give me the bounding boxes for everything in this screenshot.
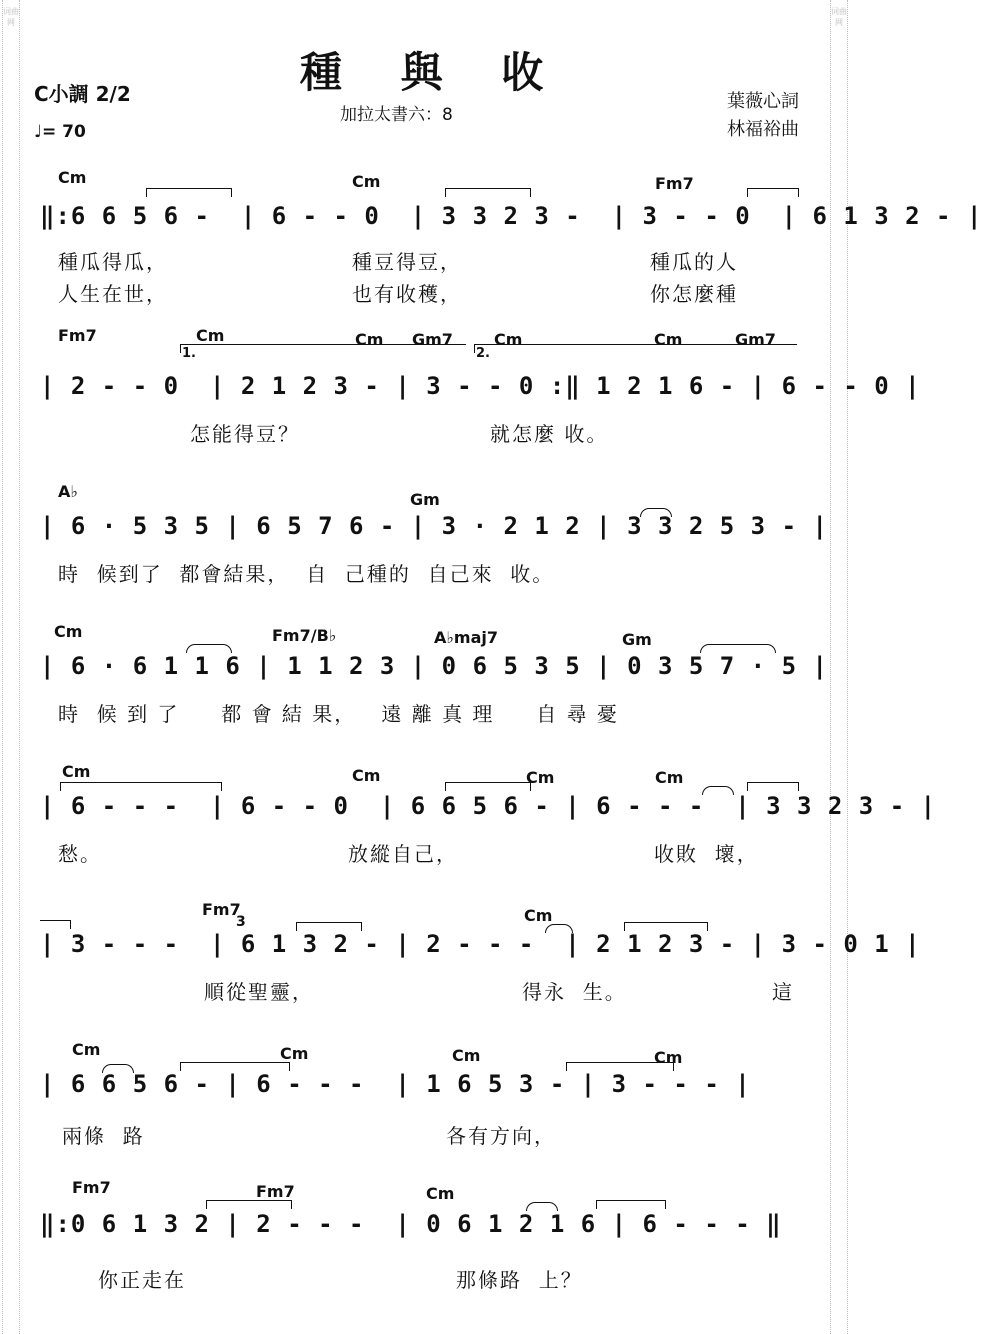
note-line: | 2 - - 0 | 2 1 2 3 - | 3 - - 0 :‖ 1 2 1 6 - | 6 - - 0 | <box>40 372 921 400</box>
tie <box>747 188 799 197</box>
lyric: 放縱自己， <box>348 842 458 866</box>
chord-symbol: Cm <box>654 1048 683 1067</box>
chord-symbol: Cm <box>352 766 381 785</box>
lyric: 就怎麼 收。 <box>490 422 609 446</box>
tempo-marking: ♩= 70 <box>34 122 86 142</box>
lyric-verse-2: 你怎麼種 <box>650 282 738 306</box>
lyric: 得永 生。 <box>522 980 627 1004</box>
lyric: 時 候到了 都會結果， 自 己種的 自己來 收。 <box>58 562 555 586</box>
chord-symbol: Fm7 <box>72 1178 111 1197</box>
chord-symbol: A♭ <box>58 482 78 501</box>
lyric-verse-2: 人生在世， <box>58 282 168 306</box>
chord-symbol: Cm <box>72 1040 101 1059</box>
chord-symbol: Cm <box>524 906 553 925</box>
chord-symbol: Cm <box>352 172 381 191</box>
lyric: 時 候 到 了 都 會 結 果， 遠 離 真 理 自 尋 憂 <box>58 702 619 726</box>
note-line: | 6 · 6 1 1 6 | 1 1 2 3 | 0 6 5 3 5 | 0 3 5 7 · 5 | <box>40 652 828 680</box>
scripture-reference: 加拉太書六：8 <box>340 105 453 125</box>
chord-symbol: Gm7 <box>412 330 453 349</box>
chord-symbol: Cm <box>426 1184 455 1203</box>
chord-symbol: Cm <box>655 768 684 787</box>
note-line: | 6 6 5 6 - | 6 - - - | 1 6 5 3 - | 3 - - - | <box>40 1070 751 1098</box>
volta-bracket <box>474 344 797 353</box>
note-line: ‖:0 6 1 3 2 | 2 - - - | 0 6 1 2 1 6 | 6 - - - ‖ <box>40 1210 782 1238</box>
chord-symbol: Cm <box>355 330 384 349</box>
chord-symbol: Fm7 <box>256 1182 295 1201</box>
chord-symbol: Gm7 <box>735 330 776 349</box>
second-ending: 2. <box>476 346 490 361</box>
right-watermark-strip <box>830 0 848 1334</box>
watermark-text: 词曲网 <box>3 7 19 27</box>
watermark-text: 词曲网 <box>831 7 847 27</box>
chord-symbol: Cm <box>654 330 683 349</box>
lyric: 這 <box>772 980 794 1004</box>
first-ending: 1. <box>182 346 196 361</box>
chord-symbol: Fm7 <box>58 326 97 345</box>
lyric: 那條路 上？ <box>456 1268 583 1292</box>
chord-symbol: Fm7 <box>202 900 241 919</box>
lyricist: 葉薇心詞 <box>727 91 799 112</box>
lyric-verse-1: 種瓜得瓜， <box>58 250 168 274</box>
tie <box>445 188 531 197</box>
chord-symbol: Cm <box>58 168 87 187</box>
tie <box>146 188 232 197</box>
lyric: 順從聖靈， <box>204 980 314 1004</box>
note-line: | 6 · 5 3 5 | 6 5 7 6 - | 3 · 2 1 2 | 3 3 2 5 3 - | <box>40 512 828 540</box>
lyric: 你正走在 <box>98 1268 186 1292</box>
chord-symbol: Cm <box>452 1046 481 1065</box>
note-line: | 6 - - - | 6 - - 0 | 6 6 5 6 - | 6 - - - | 3 3 2 3 - | <box>40 792 937 820</box>
chord-symbol: Cm <box>54 622 83 641</box>
song-title: 種 與 收 <box>300 48 566 97</box>
tie <box>747 782 799 791</box>
note-line: ‖:6 6 5 6 - | 6 - - 0 | 3 3 2 3 - | 3 - - 0 | 6 1 3 2 - | <box>40 202 982 230</box>
tie <box>60 782 222 791</box>
lyric: 兩條 路 <box>62 1124 145 1148</box>
tie <box>445 782 531 791</box>
left-watermark-strip <box>2 0 20 1334</box>
lyric: 怎能得豆？ <box>190 422 300 446</box>
lyric-verse-1: 種瓜的人 <box>650 250 738 274</box>
chord-symbol: A♭maj7 <box>434 628 499 647</box>
lyric: 收敗 壞， <box>654 842 759 866</box>
lyric: 各有方向， <box>446 1124 556 1148</box>
chord-symbol: Cm <box>280 1044 309 1063</box>
triplet-mark: 3 <box>236 914 246 930</box>
chord-symbol: Cm <box>196 326 225 345</box>
volta-bracket <box>180 344 466 353</box>
chord-symbol: Gm <box>410 490 440 509</box>
chord-symbol: Fm7 <box>655 174 694 193</box>
lyric: 愁。 <box>58 842 102 866</box>
note-line: | 3 - - - | 6 1 3 2 - | 2 - - - | 2 1 2 3 - | 3 - 0 1 | <box>40 930 921 958</box>
tie <box>206 1200 292 1209</box>
chord-symbol: Cm <box>526 768 555 787</box>
lyric-verse-2: 也有收穫， <box>352 282 462 306</box>
chord-symbol: Gm <box>622 630 652 649</box>
credits <box>727 88 799 144</box>
lyric-verse-1: 種豆得豆， <box>352 250 462 274</box>
tie <box>40 920 71 929</box>
chord-symbol: Cm <box>494 330 523 349</box>
composer: 林福裕曲 <box>727 119 799 140</box>
key-signature: C小調 2/2 <box>34 82 131 106</box>
tie <box>596 1200 666 1209</box>
chord-symbol: Cm <box>62 762 91 781</box>
chord-symbol: Fm7/B♭ <box>272 626 337 645</box>
